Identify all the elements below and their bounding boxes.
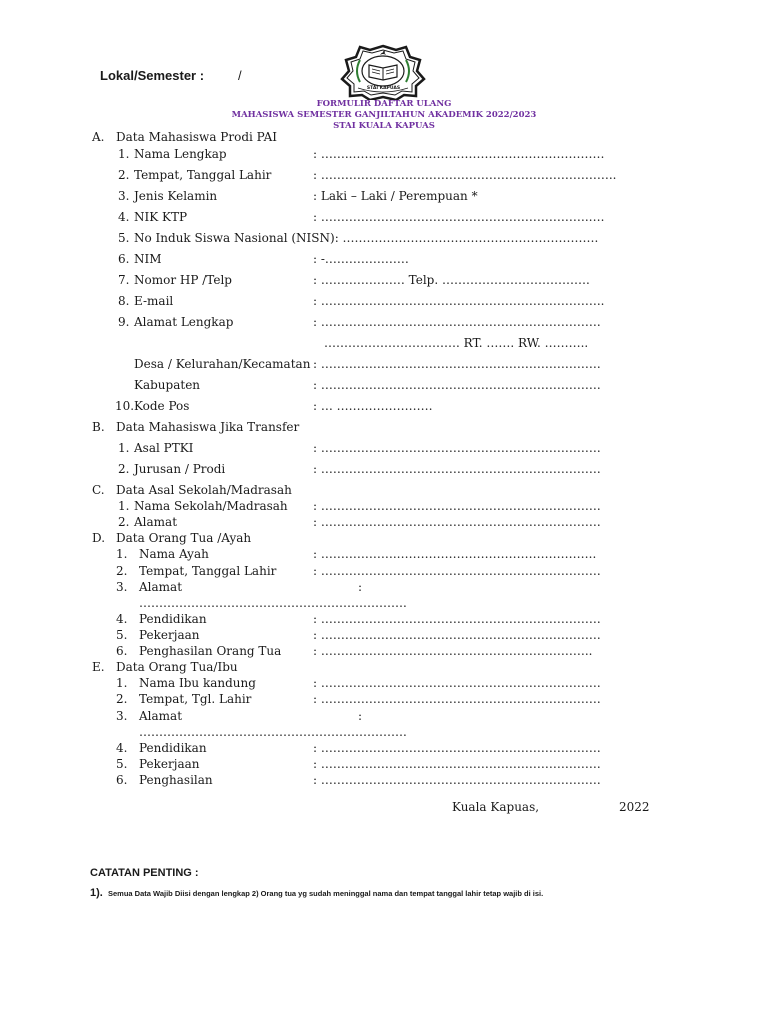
logo-caption: STAI KAPUAS <box>366 86 401 91</box>
field-num: 6. <box>116 773 128 787</box>
field-num: 6. <box>118 252 130 266</box>
field-label-hp: Nomor HP /Telp <box>134 273 232 287</box>
field-value-rt-rw[interactable]: ……………………………. RT. ……. RW. ……….. <box>324 336 589 350</box>
notes-number: 1). <box>90 887 103 899</box>
section-b-title: Data Mahasiswa Jika Transfer <box>116 420 300 434</box>
field-value-ttl-ayah[interactable]: : ……………………………………………………………. <box>313 564 601 578</box>
field-label-pekerjaan-ayah: Pekerjaan <box>139 628 200 642</box>
field-label-pekerjaan-ibu: Pekerjaan <box>139 757 200 771</box>
field-value-alamat[interactable]: : ……………………………………………………………. <box>313 315 601 329</box>
field-label-nik: NIK KTP <box>134 210 188 224</box>
field-label-jenis-kelamin: Jenis Kelamin <box>134 189 218 203</box>
field-num: 3. <box>116 580 128 594</box>
field-num: 5. <box>116 757 128 771</box>
field-label-pendidikan-ibu: Pendidikan <box>139 741 207 755</box>
field-num: 9. <box>118 315 130 329</box>
field-label-pendidikan-ayah: Pendidikan <box>139 612 207 626</box>
field-label-jurusan: Jurusan / Prodi <box>134 462 226 476</box>
section-c-letter: C. <box>92 483 105 497</box>
field-label-alamat-ibu: Alamat <box>139 709 183 723</box>
lokal-semester-label: Lokal/Semester : <box>100 68 205 83</box>
field-label-ttl-ayah: Tempat, Tanggal Lahir <box>139 564 277 578</box>
field-value-nama-lengkap[interactable]: : ……..……………………………………………………… <box>313 147 605 161</box>
field-num: 1. <box>118 499 130 513</box>
field-value-penghasilan-ibu[interactable]: : ……………………………………………………………. <box>313 773 601 787</box>
field-label-alamat-ayah: Alamat <box>139 580 183 594</box>
field-label-nisn[interactable]: No Induk Siswa Nasional (NISN): ………………………………………………………. <box>134 231 599 245</box>
field-label-nama-sekolah: Nama Sekolah/Madrasah <box>134 499 288 513</box>
field-value-nama-ayah[interactable]: : ……………….………………………………………….. <box>313 547 597 561</box>
field-num: 1. <box>116 676 128 690</box>
field-value-nik[interactable]: : ………………………………………………………….…. <box>313 210 605 224</box>
section-a-letter: A. <box>92 130 105 144</box>
section-e-letter: E. <box>92 660 105 674</box>
field-value-ttl[interactable]: : ……………………………………………………………….. <box>313 168 617 182</box>
field-label-desa: Desa / Kelurahan/Kecamatan <box>134 357 311 371</box>
section-d-title: Data Orang Tua /Ayah <box>116 531 252 545</box>
field-value-nim[interactable]: : -………………… <box>313 252 409 266</box>
section-c-title: Data Asal Sekolah/Madrasah <box>116 483 292 497</box>
field-label-nim: NIM <box>134 252 162 266</box>
field-num: 4. <box>116 741 128 755</box>
field-num: 2. <box>118 168 130 182</box>
field-value-alamat-sekolah[interactable]: : ……………………………………………………………. <box>313 515 601 529</box>
field-num: 10. <box>115 399 135 413</box>
field-value-alamat-ibu: : <box>358 709 363 723</box>
form-subtitle: MAHASISWA SEMESTER GANJILTAHUN AKADEMIK 2022/2023 <box>231 110 537 120</box>
field-num: 3. <box>116 709 128 723</box>
field-label-penghasilan-ayah: Penghasilan Orang Tua <box>139 644 282 658</box>
field-label-ttl: Tempat, Tanggal Lahir <box>134 168 272 182</box>
field-num: 2. <box>118 462 130 476</box>
field-num: 1. <box>116 547 128 561</box>
field-num: 8. <box>118 294 130 308</box>
signature-city: Kuala Kapuas, <box>452 800 540 814</box>
field-value-hp[interactable]: : ………………… Telp. ………………………………. <box>313 273 590 287</box>
stai-kapuas-logo <box>336 44 431 104</box>
section-d-letter: D. <box>92 531 106 545</box>
section-b-letter: B. <box>92 420 105 434</box>
field-value-nama-ibu[interactable]: : ……………………………………………………………. <box>313 676 601 690</box>
notes-title: CATATAN PENTING : <box>90 867 199 879</box>
field-num: 1. <box>118 441 130 455</box>
field-value-alamat-ayah-line[interactable]: …………………………………………………………. <box>139 596 407 610</box>
field-num: 3. <box>118 189 130 203</box>
field-num: 5. <box>118 231 130 245</box>
field-value-nama-sekolah[interactable]: : ……………………………………………………………. <box>313 499 601 513</box>
field-value-email[interactable]: : …………………………………………………………….. <box>313 294 605 308</box>
field-label-ttl-ibu: Tempat, Tgl. Lahir <box>139 692 252 706</box>
field-value-pendidikan-ayah[interactable]: : ……………………………………………………………. <box>313 612 601 626</box>
field-num: 2. <box>116 564 128 578</box>
field-label-nama-lengkap: Nama Lengkap <box>134 147 227 161</box>
field-label-penghasilan-ibu: Penghasilan <box>139 773 213 787</box>
field-num: 6. <box>116 644 128 658</box>
section-e-title: Data Orang Tua/Ibu <box>116 660 238 674</box>
notes-text: Semua Data Wajib Diisi dengan lengkap 2) Orang tua yg sudah meninggal nama dan tempat tanggal lahir tetap wajib di isi. <box>108 889 544 898</box>
field-label-alamat: Alamat Lengkap <box>134 315 234 329</box>
field-num: 7. <box>118 273 130 287</box>
field-num: 2. <box>118 515 130 529</box>
field-value-pendidikan-ibu[interactable]: : ……………………………………………………………. <box>313 741 601 755</box>
field-num: 2. <box>116 692 128 706</box>
institution-name: STAI KUALA KAPUAS <box>333 121 435 131</box>
field-value-ttl-ibu[interactable]: : ……………………………………………………………. <box>313 692 601 706</box>
field-value-penghasilan-ayah[interactable]: : ………………………………………………………….. <box>313 644 593 658</box>
section-a-title: Data Mahasiswa Prodi PAI <box>116 130 278 144</box>
field-value-kode-pos[interactable]: : … …………………… <box>313 399 433 413</box>
field-value-asal-ptki[interactable]: : ……………………………………………………………. <box>313 441 601 455</box>
field-value-pekerjaan-ayah[interactable]: : ……………………………………………………………. <box>313 628 601 642</box>
field-num: 5. <box>116 628 128 642</box>
field-value-jurusan[interactable]: : ……………………………………………………………. <box>313 462 601 476</box>
field-value-jenis-kelamin[interactable]: : Laki – Laki / Perempuan * <box>313 189 478 203</box>
field-value-desa[interactable]: : ……………………………………………………………. <box>313 357 601 371</box>
field-label-alamat-sekolah: Alamat <box>134 515 178 529</box>
field-label-nama-ayah: Nama Ayah <box>139 547 209 561</box>
field-value-alamat-ibu-line[interactable]: …………………………………………………………. <box>139 725 407 739</box>
field-value-pekerjaan-ibu[interactable]: : ……………………………………………………………. <box>313 757 601 771</box>
field-value-alamat-ayah: : <box>358 580 363 594</box>
field-num: 1. <box>118 147 130 161</box>
signature-year: 2022 <box>619 800 650 814</box>
field-label-email: E-mail <box>134 294 174 308</box>
field-num: 4. <box>116 612 128 626</box>
field-num: 4. <box>118 210 130 224</box>
lokal-semester-value: / <box>238 68 242 83</box>
field-value-kabupaten[interactable]: : ……………………………………………………………. <box>313 378 601 392</box>
field-label-nama-ibu: Nama Ibu kandung <box>139 676 256 690</box>
field-label-kode-pos: Kode Pos <box>134 399 190 413</box>
field-label-asal-ptki: Asal PTKI <box>134 441 194 455</box>
field-label-kabupaten: Kabupaten <box>134 378 201 392</box>
form-title: FORMULIR DAFTAR ULANG <box>316 99 452 109</box>
